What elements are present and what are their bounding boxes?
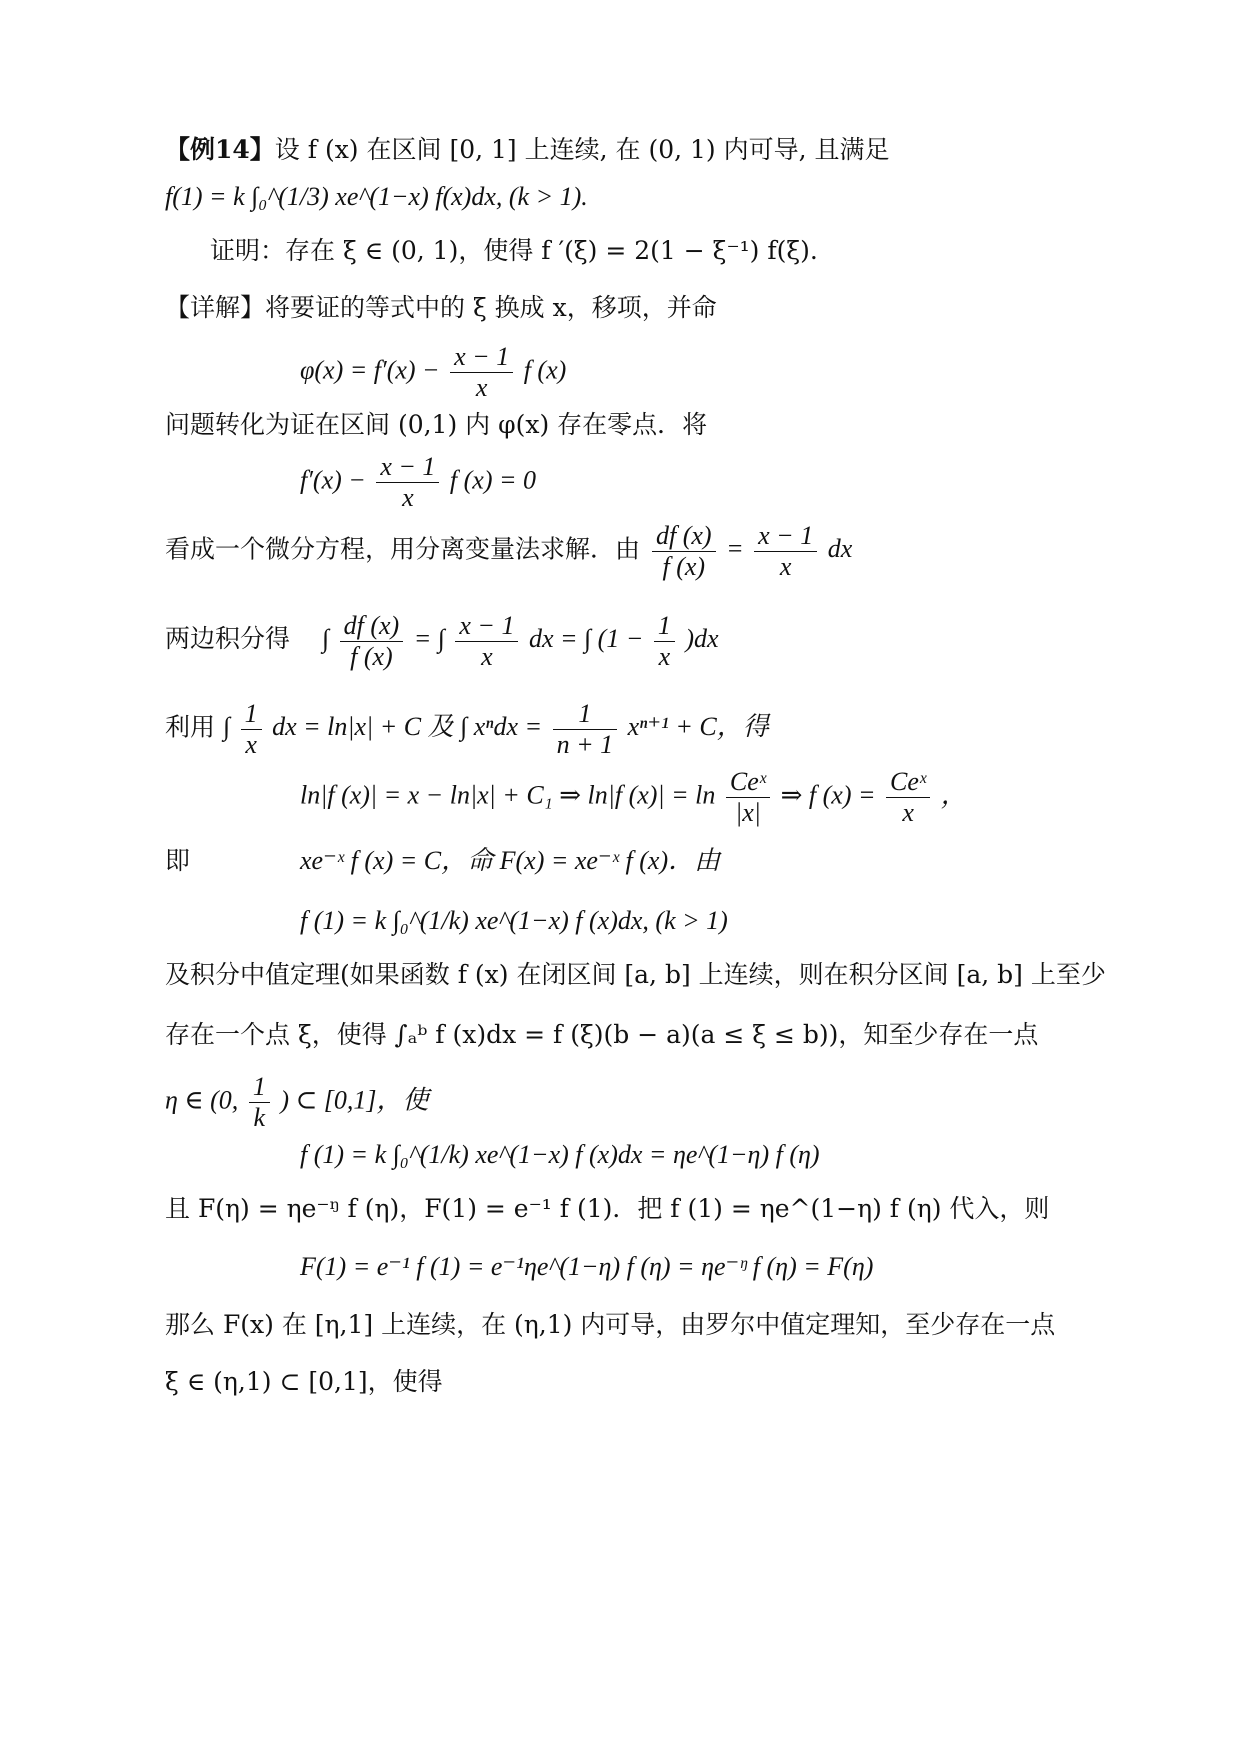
separate-den-2: x [779, 552, 792, 581]
integrate-den-2: x [481, 642, 493, 671]
ode-equation [300, 453, 536, 512]
mvt-line-1: 及积分中值定理(如果函数 f (x) 在闭区间 [a, b] 上连续，则在积分区间 [a, b] 上至少 [165, 960, 1106, 989]
solution-intro: 将要证的等式中的 ξ 换成 x，移项，并命 [265, 293, 717, 322]
integrate-tail: )dx [685, 624, 719, 654]
use-line [165, 700, 769, 759]
integrate-label: 两边积分得 [165, 624, 291, 654]
integrate-line [165, 612, 719, 671]
example-heading-line [165, 135, 890, 165]
separate-line [165, 522, 852, 581]
log-den-2: x [902, 798, 914, 827]
use-den-2: n + 1 [556, 730, 614, 759]
integrate-mid-2: dx = ∫ (1 − [528, 624, 644, 654]
log-fraction-2 [886, 768, 930, 827]
integrate-fraction-2 [455, 612, 518, 671]
example-prove: 证明：存在 ξ ∈ (0, 1)，使得 f ′(ξ) = 2(1 − ξ⁻¹) f(ξ). [210, 236, 818, 265]
use-num-1: 1 [241, 700, 262, 730]
eta-part-b: ) ⊂ [0,1]，使 [280, 1085, 429, 1115]
separate-den-1: f (x) [662, 552, 706, 581]
ode-lhs: f′(x) − [300, 465, 366, 495]
log-den-1: |x| [735, 798, 761, 827]
use-mid: dx = ln|x| + C 及 ∫ xⁿdx = [272, 712, 543, 742]
use-int-sign: ∫ [222, 712, 231, 742]
integrate-mid: = ∫ [413, 624, 445, 654]
solution-tag: 【详解】 [165, 293, 266, 322]
integrate-num-2: x − 1 [455, 612, 518, 642]
phi-fraction [450, 343, 513, 402]
phi-definition [300, 343, 566, 402]
mvt-line-2: 存在一个点 ξ，使得 ∫ₐᵇ f (x)dx = f (ξ)(b − a)(a ≤ ξ ≤ b))，知至少存在一点 [165, 1020, 1039, 1049]
integrate-num-3: 1 [654, 612, 675, 642]
rolle-line: 那么 F(x) 在 [η,1] 上连续，在 (η,1) 内可导，由罗尔中值定理知，至少存在一点 [165, 1310, 1056, 1339]
ji-label: 即 [165, 846, 191, 875]
use-num-2: 1 [553, 700, 618, 730]
separate-tail: dx [827, 534, 853, 564]
phi-numerator: x − 1 [450, 343, 513, 373]
eta-part-a: η ∈ (0, [165, 1085, 239, 1115]
log-part-c: ， [940, 780, 967, 810]
use-label: 利用 [165, 712, 216, 742]
log-part-a: ln|f (x)| = x − ln|x| + C₁ ⇒ ln|f (x)| = ln [300, 780, 716, 810]
use-den-1: x [245, 730, 257, 759]
log-num-1: Ceˣ [726, 768, 770, 798]
eta-num: 1 [249, 1073, 270, 1103]
use-fraction-1 [241, 700, 262, 759]
ode-fraction [376, 453, 439, 512]
separate-fraction-2 [754, 522, 817, 581]
and-line: 且 F(η) = ηe⁻ᵑ f (η)，F(1) = e⁻¹ f (1)．把 f (1) = ηe^(1−η) f (η) 代入，则 [165, 1194, 1050, 1223]
separate-num-2: x − 1 [754, 522, 817, 552]
example-tag: 【例14】 [165, 135, 275, 164]
separate-fraction-1 [652, 522, 716, 581]
integrate-fraction-1 [340, 612, 404, 671]
eta-line [165, 1073, 429, 1132]
ode-rhs: f (x) = 0 [449, 465, 537, 495]
ji-equation: xe⁻ˣ f (x) = C，命 F(x) = xe⁻ˣ f (x)．由 [300, 846, 721, 875]
example-condition: f(1) = k ∫₀^(1/3) xe^(1−x) f(x)dx, (k > 1). [165, 182, 588, 211]
integrate-num-1: df (x) [340, 612, 404, 642]
transform-line: 问题转化为证在区间 (0,1) 内 φ(x) 存在零点．将 [165, 410, 708, 439]
integrate-den-3: x [658, 642, 671, 671]
chain-equation: F(1) = e⁻¹ f (1) = e⁻¹ηe^(1−η) f (η) = ηe⁻ᵑ f (η) = F(η) [300, 1252, 874, 1281]
separate-text: 看成一个微分方程，用分离变量法求解．由 [165, 534, 641, 564]
log-fraction-1 [726, 768, 770, 827]
separate-equals: = [726, 534, 744, 564]
example-statement: 设 f (x) 在区间 [0, 1] 上连续, 在 (0, 1) 内可导, 且满足 [274, 135, 890, 164]
eta-equation: f (1) = k ∫₀^(1/k) xe^(1−x) f (x)dx = ηe^(1−η) f (η) [300, 1140, 820, 1169]
condition-repeat: f (1) = k ∫₀^(1/k) xe^(1−x) f (x)dx, (k > 1) [300, 906, 728, 935]
integral-sign: ∫ [321, 624, 330, 654]
integrate-den-1: f (x) [350, 642, 393, 671]
phi-rhs: f (x) [523, 355, 567, 385]
phi-denominator: x [475, 373, 488, 402]
integrate-fraction-3 [654, 612, 675, 671]
use-fraction-2 [553, 700, 618, 759]
log-line [300, 768, 967, 827]
use-tail: xⁿ⁺¹ + C，得 [627, 712, 769, 742]
xi-line: ξ ∈ (η,1) ⊂ [0,1]，使得 [165, 1367, 443, 1396]
log-num-2: Ceˣ [886, 768, 930, 798]
separate-num-1: df (x) [652, 522, 716, 552]
solution-intro-line [165, 293, 717, 323]
ode-numerator: x − 1 [376, 453, 439, 483]
eta-fraction [249, 1073, 270, 1132]
phi-lhs: φ(x) = f′(x) − [300, 355, 440, 385]
ode-denominator: x [402, 483, 414, 512]
eta-den: k [253, 1103, 266, 1132]
log-part-b: ⇒ f (x) = [780, 780, 876, 810]
